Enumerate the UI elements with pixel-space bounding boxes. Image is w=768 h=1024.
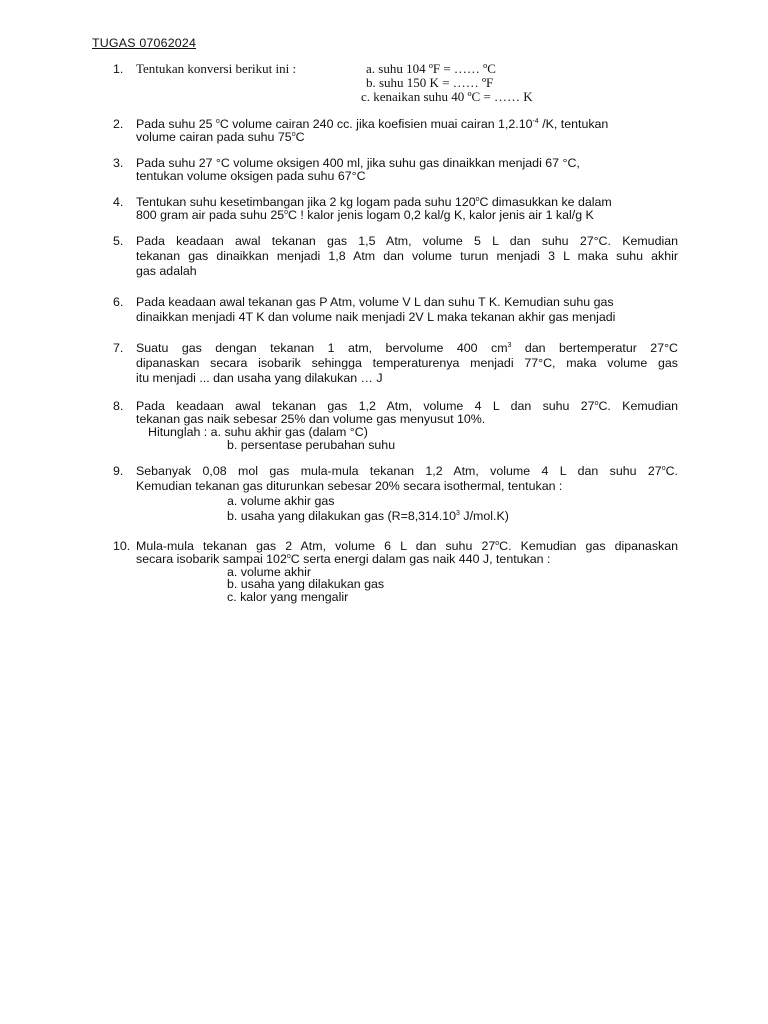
question-number: 1.: [113, 62, 124, 76]
question-line-1: Pada keadaan awal tekanan gas 1,5 Atm, volume 5 L dan suhu 27°C. Kemudian: [136, 234, 678, 248]
question-line-1: Pada suhu 25 $^o$C volume cairan 240 cc. jika koefisien muai cairan $1,2.10^{-4}$ /K, tentukan: [136, 117, 609, 131]
question-number: 3.: [113, 156, 124, 170]
option-a: a. volume akhir gas: [227, 494, 335, 508]
question-line-3: gas adalah: [136, 264, 197, 278]
question-line-2: tentukan volume oksigen pada suhu 67°C: [136, 169, 366, 183]
document-title: TUGAS 07062024: [92, 36, 197, 50]
question-number: 9.: [113, 464, 124, 478]
question-number: 5.: [113, 234, 124, 248]
question-line-1: Pada suhu 27 °C volume oksigen 400 ml, jika suhu gas dinaikkan menjadi 67 °C,: [136, 156, 580, 170]
question-line-2: Kemudian tekanan gas diturunkan sebesar 20% secara isothermal, tentukan :: [136, 479, 563, 493]
option-a: a. suhu 104 ºF = …… ºC: [366, 61, 496, 76]
question-line-1: Suatu gas dengan tekanan 1 atm, bervolume 400 $cm^3$ dan bertemperatur 27°C: [136, 341, 678, 355]
question-line-3: Hitunglah : a. suhu akhir gas (dalam °C): [148, 425, 368, 439]
option-a: a. volume akhir: [227, 565, 312, 579]
question-text: Tentukan konversi berikut ini :: [136, 61, 297, 76]
option-c: c. kalor yang mengalir: [227, 590, 349, 604]
option-c: c. kenaikan suhu 40 ºC = …… K: [361, 89, 533, 104]
question-line-2: 800 gram air pada suhu 25$^o$C ! kalor jenis logam 0,2 kal/g K, kalor jenis air 1 kal/g K: [136, 208, 594, 222]
question-number: 6.: [113, 295, 124, 309]
question-line-1: Pada keadaan awal tekanan gas 1,2 Atm, volume 4 L dan suhu 27$^o$C. Kemudian: [136, 399, 678, 413]
question-line-2: dipanaskan secara isobarik sehingga temperaturenya menjadi 77°C, maka volume gas: [136, 356, 678, 370]
question-line-1: Pada keadaan awal tekanan gas P Atm, volume V L dan suhu T K. Kemudian suhu gas: [136, 295, 614, 309]
option-b: b. suhu 150 K = …… ºF: [366, 75, 494, 90]
question-line-2: secara isobarik sampai 102$^o$C serta energi dalam gas naik 440 J, tentukan :: [136, 552, 551, 566]
option-b: b. usaha yang dilakukan gas ($R=8,314.10^3$ J/mol.K): [227, 509, 509, 523]
question-number: 4.: [113, 195, 124, 209]
question-line-2: tekanan gas naik sebesar 25% dan volume gas menyusut 10%.: [136, 412, 486, 426]
question-line-2: volume cairan pada suhu 75$^o$C: [136, 130, 305, 144]
question-number: 8.: [113, 399, 124, 413]
question-number: 2.: [113, 117, 124, 131]
question-line-2: dinaikkan menjadi 4T K dan volume naik menjadi 2V L maka tekanan akhir gas menjadi: [136, 310, 616, 324]
question-line-1: Sebanyak 0,08 mol gas mula-mula tekanan 1,2 Atm, volume 4 L dan suhu 27$^o$C.: [136, 464, 678, 478]
question-line-2: tekanan gas dinaikkan menjadi 1,8 Atm dan volume turun menjadi 3 L maka suhu akhir: [136, 249, 678, 263]
question-line-1: Mula-mula tekanan gas 2 Atm, volume 6 L dan suhu 27$^o$C. Kemudian gas dipanaskan: [136, 539, 678, 553]
question-line-1: Tentukan suhu kesetimbangan jika 2 kg logam pada suhu 120$^o$C dimasukkan ke dalam: [136, 195, 612, 209]
option-b: b. usaha yang dilakukan gas: [227, 577, 385, 591]
question-number: 10.: [113, 539, 131, 553]
question-line-3: itu menjadi ... dan usaha yang dilakukan … J: [136, 371, 383, 385]
question-number: 7.: [113, 341, 124, 355]
question-line-4: b. persentase perubahan suhu: [227, 438, 396, 452]
